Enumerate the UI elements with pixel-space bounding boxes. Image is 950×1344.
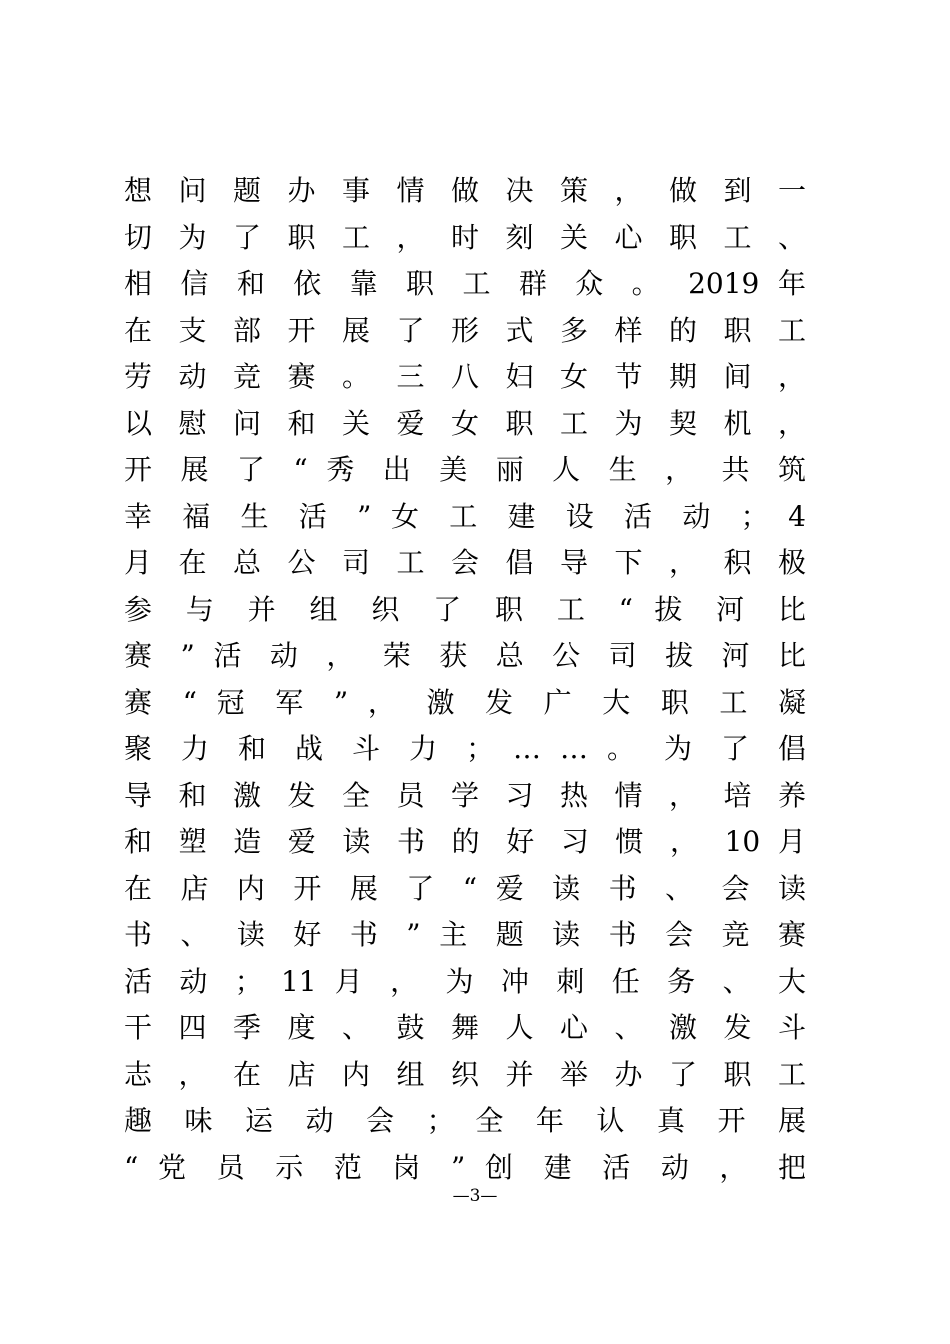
text-line: 幸 福 生 活 ” 女 工 建 设 活 动 ； 4 bbox=[124, 499, 806, 533]
text-line: “ 党 员 示 范 岗 ” 创 建 活 动 ， 把 bbox=[124, 1150, 806, 1184]
text-line: 相 信 和 依 靠 职 工 群 众 。 2019 年 bbox=[124, 267, 806, 300]
text-line: 想 问 题 办 事 情 做 决 策 ， 做 到 一 bbox=[124, 174, 806, 207]
text-line: 志 ， 在 店 内 组 织 并 举 办 了 职 工 bbox=[124, 1057, 806, 1091]
text-line: 参 与 并 组 织 了 职 工 “ 拔 河 比 bbox=[124, 592, 806, 626]
text-line: 趣 味 运 动 会 ； 全 年 认 真 开 展 bbox=[124, 1104, 806, 1137]
text-line: 和 塑 造 爱 读 书 的 好 习 惯 ， 10 月 bbox=[124, 825, 806, 858]
text-line: 月 在 总 公 司 工 会 倡 导 下 ， 积 极 bbox=[124, 546, 806, 579]
body-paragraph bbox=[124, 168, 806, 1191]
text-line: 赛 “ 冠 军 ” ， 激 发 广 大 职 工 凝 bbox=[124, 685, 806, 719]
text-line: 导 和 激 发 全 员 学 习 热 情 ， 培 养 bbox=[124, 778, 806, 812]
text-line: 赛 ” 活 动 ， 荣 获 总 公 司 拔 河 比 bbox=[124, 639, 806, 672]
text-line: 活 动 ； 11 月 ， 为 冲 刺 任 务 、 大 bbox=[124, 964, 806, 998]
text-line: 在 店 内 开 展 了 “ 爱 读 书 、 会 读 bbox=[124, 871, 806, 905]
text-line: 在 支 部 开 展 了 形 式 多 样 的 职 工 bbox=[124, 313, 806, 347]
text-line: 书 、 读 好 书 ” 主 题 读 书 会 竞 赛 bbox=[124, 918, 806, 951]
text-line: 开 展 了 “ 秀 出 美 丽 人 生 ， 共 筑 bbox=[124, 453, 806, 486]
text-line: 切 为 了 职 工 ， 时 刻 关 心 职 工 、 bbox=[124, 220, 806, 254]
text-line: 聚 力 和 战 斗 力 ； … … 。 为 了 倡 bbox=[124, 732, 806, 765]
text-line: 劳 动 竞 赛 。 三 八 妇 女 节 期 间 ， bbox=[124, 360, 806, 393]
text-line: 以 慰 问 和 关 爱 女 职 工 为 契 机 ， bbox=[124, 406, 806, 440]
page-number: —3— bbox=[452, 1186, 498, 1206]
text-line: 干 四 季 度 、 鼓 舞 人 心 、 激 发 斗 bbox=[124, 1011, 806, 1044]
